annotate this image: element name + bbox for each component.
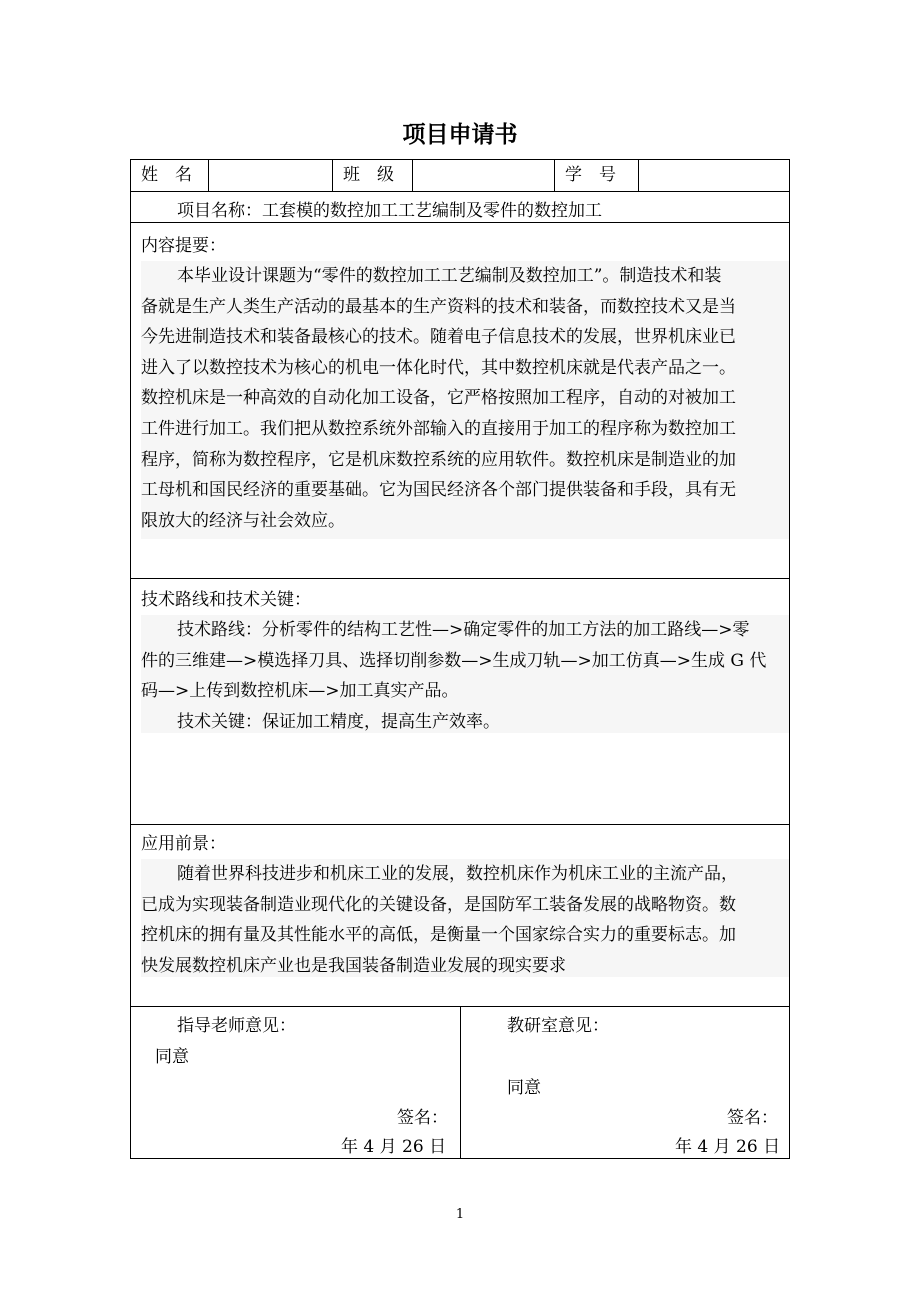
prospect-line: 随着世界科技进步和机床工业的发展，数控机床作为机床工业的主流产品，: [177, 864, 738, 884]
application-form: [130, 159, 790, 1159]
page-number: 1: [455, 1207, 465, 1222]
tech-line: 件的三维建—>模选择刀具、选择切削参数—>生成刀轨—>加工仿真—>生成 G 代: [141, 650, 767, 671]
advisor-sign: 签名：: [397, 1108, 448, 1128]
tech-line: 技术关键：保证加工精度，提高生产效率。: [177, 711, 500, 732]
info-row: [131, 160, 789, 192]
prospect-line: 控机床的拥有量及其性能水平的高低，是衡量一个国家综合实力的重要标志。加: [141, 925, 736, 946]
class-label: 班 级: [343, 165, 394, 185]
prospect-label: 应用前景：: [141, 834, 226, 854]
id-label: 学 号: [565, 165, 616, 185]
summary-line: 备就是生产人类生产活动的最基本的生产资料的技术和装备，而数控技术又是当: [141, 296, 736, 317]
summary-line: 进入了以数控技术为核心的机电一体化时代，其中数控机床就是代表产品之一。: [141, 357, 736, 378]
prospect-line: 快发展数控机床产业也是我国装备制造业发展的现实要求: [141, 955, 566, 976]
office-label: 教研室意见：: [507, 1016, 609, 1036]
class-label-cell: [333, 160, 413, 191]
opinions-row: [131, 1007, 789, 1158]
office-opinion-cell: [461, 1007, 789, 1158]
class-value[interactable]: [413, 165, 423, 185]
office-sign: 签名：: [727, 1108, 778, 1128]
name-input-cell[interactable]: [209, 160, 333, 191]
id-label-cell: [555, 160, 639, 191]
project-name-row: [131, 192, 789, 223]
summary-line: 本毕业设计课题为“零件的数控加工工艺编制及数控加工”。制造技术和装: [177, 266, 722, 286]
advisor-label: 指导老师意见：: [177, 1016, 296, 1036]
document-title: 项目申请书: [402, 122, 518, 148]
summary-line: 工件进行加工。我们把从数控系统外部输入的直接用于加工的程序称为数控加工: [141, 418, 736, 439]
summary-line: 数控机床是一种高效的自动化加工设备，它严格按照加工程序，自动的对被加工: [141, 388, 736, 409]
prospect-section: [131, 825, 789, 1007]
tech-section: [131, 579, 789, 825]
name-label-cell: [131, 160, 209, 191]
prospect-text: [141, 859, 781, 981]
tech-line: 码—>上传到数控机床—>加工真实产品。: [141, 681, 459, 702]
summary-label: 内容提要：: [141, 236, 226, 256]
id-value[interactable]: [639, 165, 649, 185]
tech-line: 技术路线：分析零件的结构工艺性—>确定零件的加工方法的加工路线—>零: [177, 620, 750, 640]
advisor-opinion-cell: [131, 1007, 461, 1158]
summary-text: [141, 261, 781, 536]
tech-text: [141, 615, 781, 737]
office-date: 年 4 月 26 日: [675, 1137, 781, 1157]
summary-line: 工母机和国民经济的重要基础。它为国民经济各个部门提供装备和手段，具有无: [141, 480, 736, 501]
id-input-cell[interactable]: [639, 160, 789, 191]
advisor-opinion: 同意: [155, 1047, 189, 1067]
tech-label: 技术路线和技术关键：: [141, 590, 311, 610]
summary-line: 程序，简称为数控程序，它是机床数控系统的应用软件。数控机床是制造业的加: [141, 449, 736, 470]
office-opinion: 同意: [507, 1078, 541, 1098]
project-name: 项目名称：工套模的数控加工工艺编制及零件的数控加工: [177, 201, 602, 221]
summary-section: [131, 223, 789, 579]
class-input-cell[interactable]: [413, 160, 555, 191]
name-label: 姓 名: [141, 165, 192, 185]
advisor-date: 年 4 月 26 日: [341, 1137, 447, 1157]
prospect-line: 已成为实现装备制造业现代化的关键设备，是国防军工装备发展的战略物资。数: [141, 894, 736, 915]
summary-line: 限放大的经济与社会效应。: [141, 510, 345, 531]
name-value[interactable]: [209, 165, 219, 185]
summary-line: 今先进制造技术和装备最核心的技术。随着电子信息技术的发展，世界机床业已: [141, 327, 736, 348]
